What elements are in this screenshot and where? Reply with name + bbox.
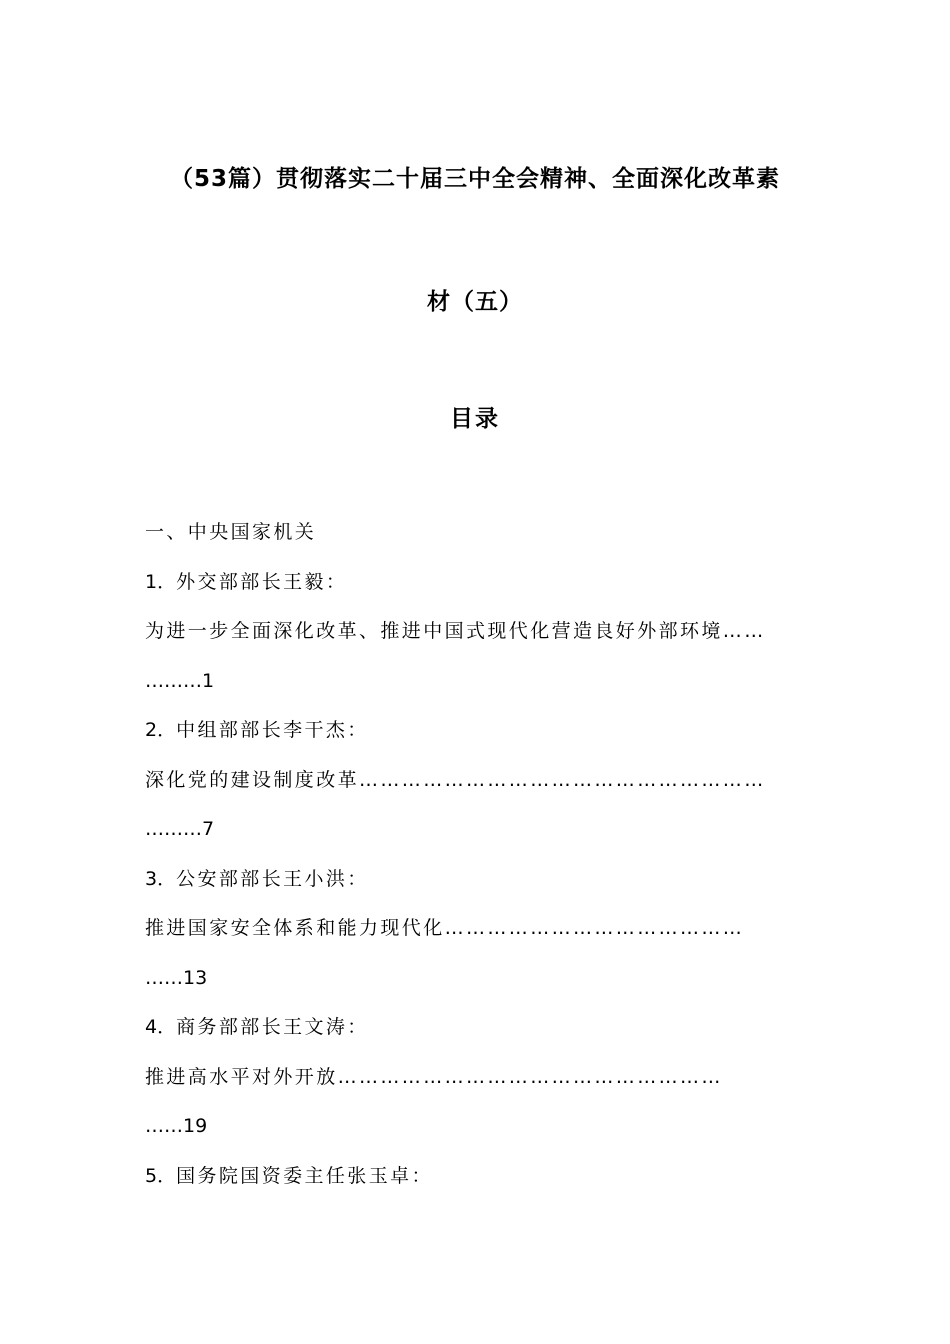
toc-entry-number: 5． bbox=[145, 1164, 177, 1187]
toc-entry-number: 2． bbox=[145, 719, 177, 741]
toc-entry-2-title[interactable]: 深化党的建设制度改革………………………………………………… bbox=[145, 768, 766, 791]
toc-entry-author: 外交部部长王毅： bbox=[176, 570, 348, 593]
document-title-line-2: 材（五） bbox=[427, 289, 523, 315]
toc-entry-4-author bbox=[145, 1013, 810, 1063]
toc-entry-author: 公安部部长王小洪： bbox=[176, 867, 369, 890]
toc-entry-page-leader: ………1 bbox=[145, 669, 215, 692]
toc-entry-1-title[interactable]: 为进一步全面深化改革、推进中国式现代化营造良好外部环境…… bbox=[145, 620, 766, 642]
toc-entry-page-leader: ……19 bbox=[145, 1115, 208, 1137]
toc-section-heading: 一、中央国家机关 bbox=[145, 521, 317, 543]
toc-entry-number: 3． bbox=[145, 867, 177, 890]
toc-entry-author: 中组部部长李干杰： bbox=[176, 719, 369, 741]
toc-entry-1-author bbox=[145, 568, 810, 618]
toc-entry-number: 1． bbox=[145, 570, 177, 593]
toc-entry-number: 4． bbox=[145, 1016, 177, 1038]
toc-entry-3-title[interactable]: 推进国家安全体系和能力现代化…………………………………… bbox=[145, 917, 745, 939]
toc-entry-1-page[interactable] bbox=[145, 667, 810, 717]
toc-entry-page-leader: ……13 bbox=[145, 966, 208, 989]
toc-entry-4-page[interactable] bbox=[145, 1112, 810, 1162]
toc-entry-3-author bbox=[145, 865, 810, 915]
toc-entry-2-author bbox=[145, 716, 810, 766]
toc-entry-page-leader: ………7 bbox=[145, 818, 215, 840]
toc-heading: 目录 bbox=[450, 406, 500, 432]
toc-entry-2-page[interactable] bbox=[145, 815, 810, 865]
toc-entry-5-author bbox=[145, 1162, 810, 1212]
toc-entry-3-page[interactable] bbox=[145, 964, 810, 1014]
toc-entry-author: 商务部部长王文涛： bbox=[176, 1016, 369, 1038]
toc-entry-author: 国务院国资委主任张玉卓： bbox=[176, 1164, 433, 1187]
table-of-contents bbox=[145, 518, 810, 1211]
toc-entry-4-title[interactable]: 推进高水平对外开放……………………………………………… bbox=[145, 1065, 723, 1088]
document-title-line-1: （53篇）贯彻落实二十届三中全会精神、全面深化改革素 bbox=[169, 166, 780, 192]
